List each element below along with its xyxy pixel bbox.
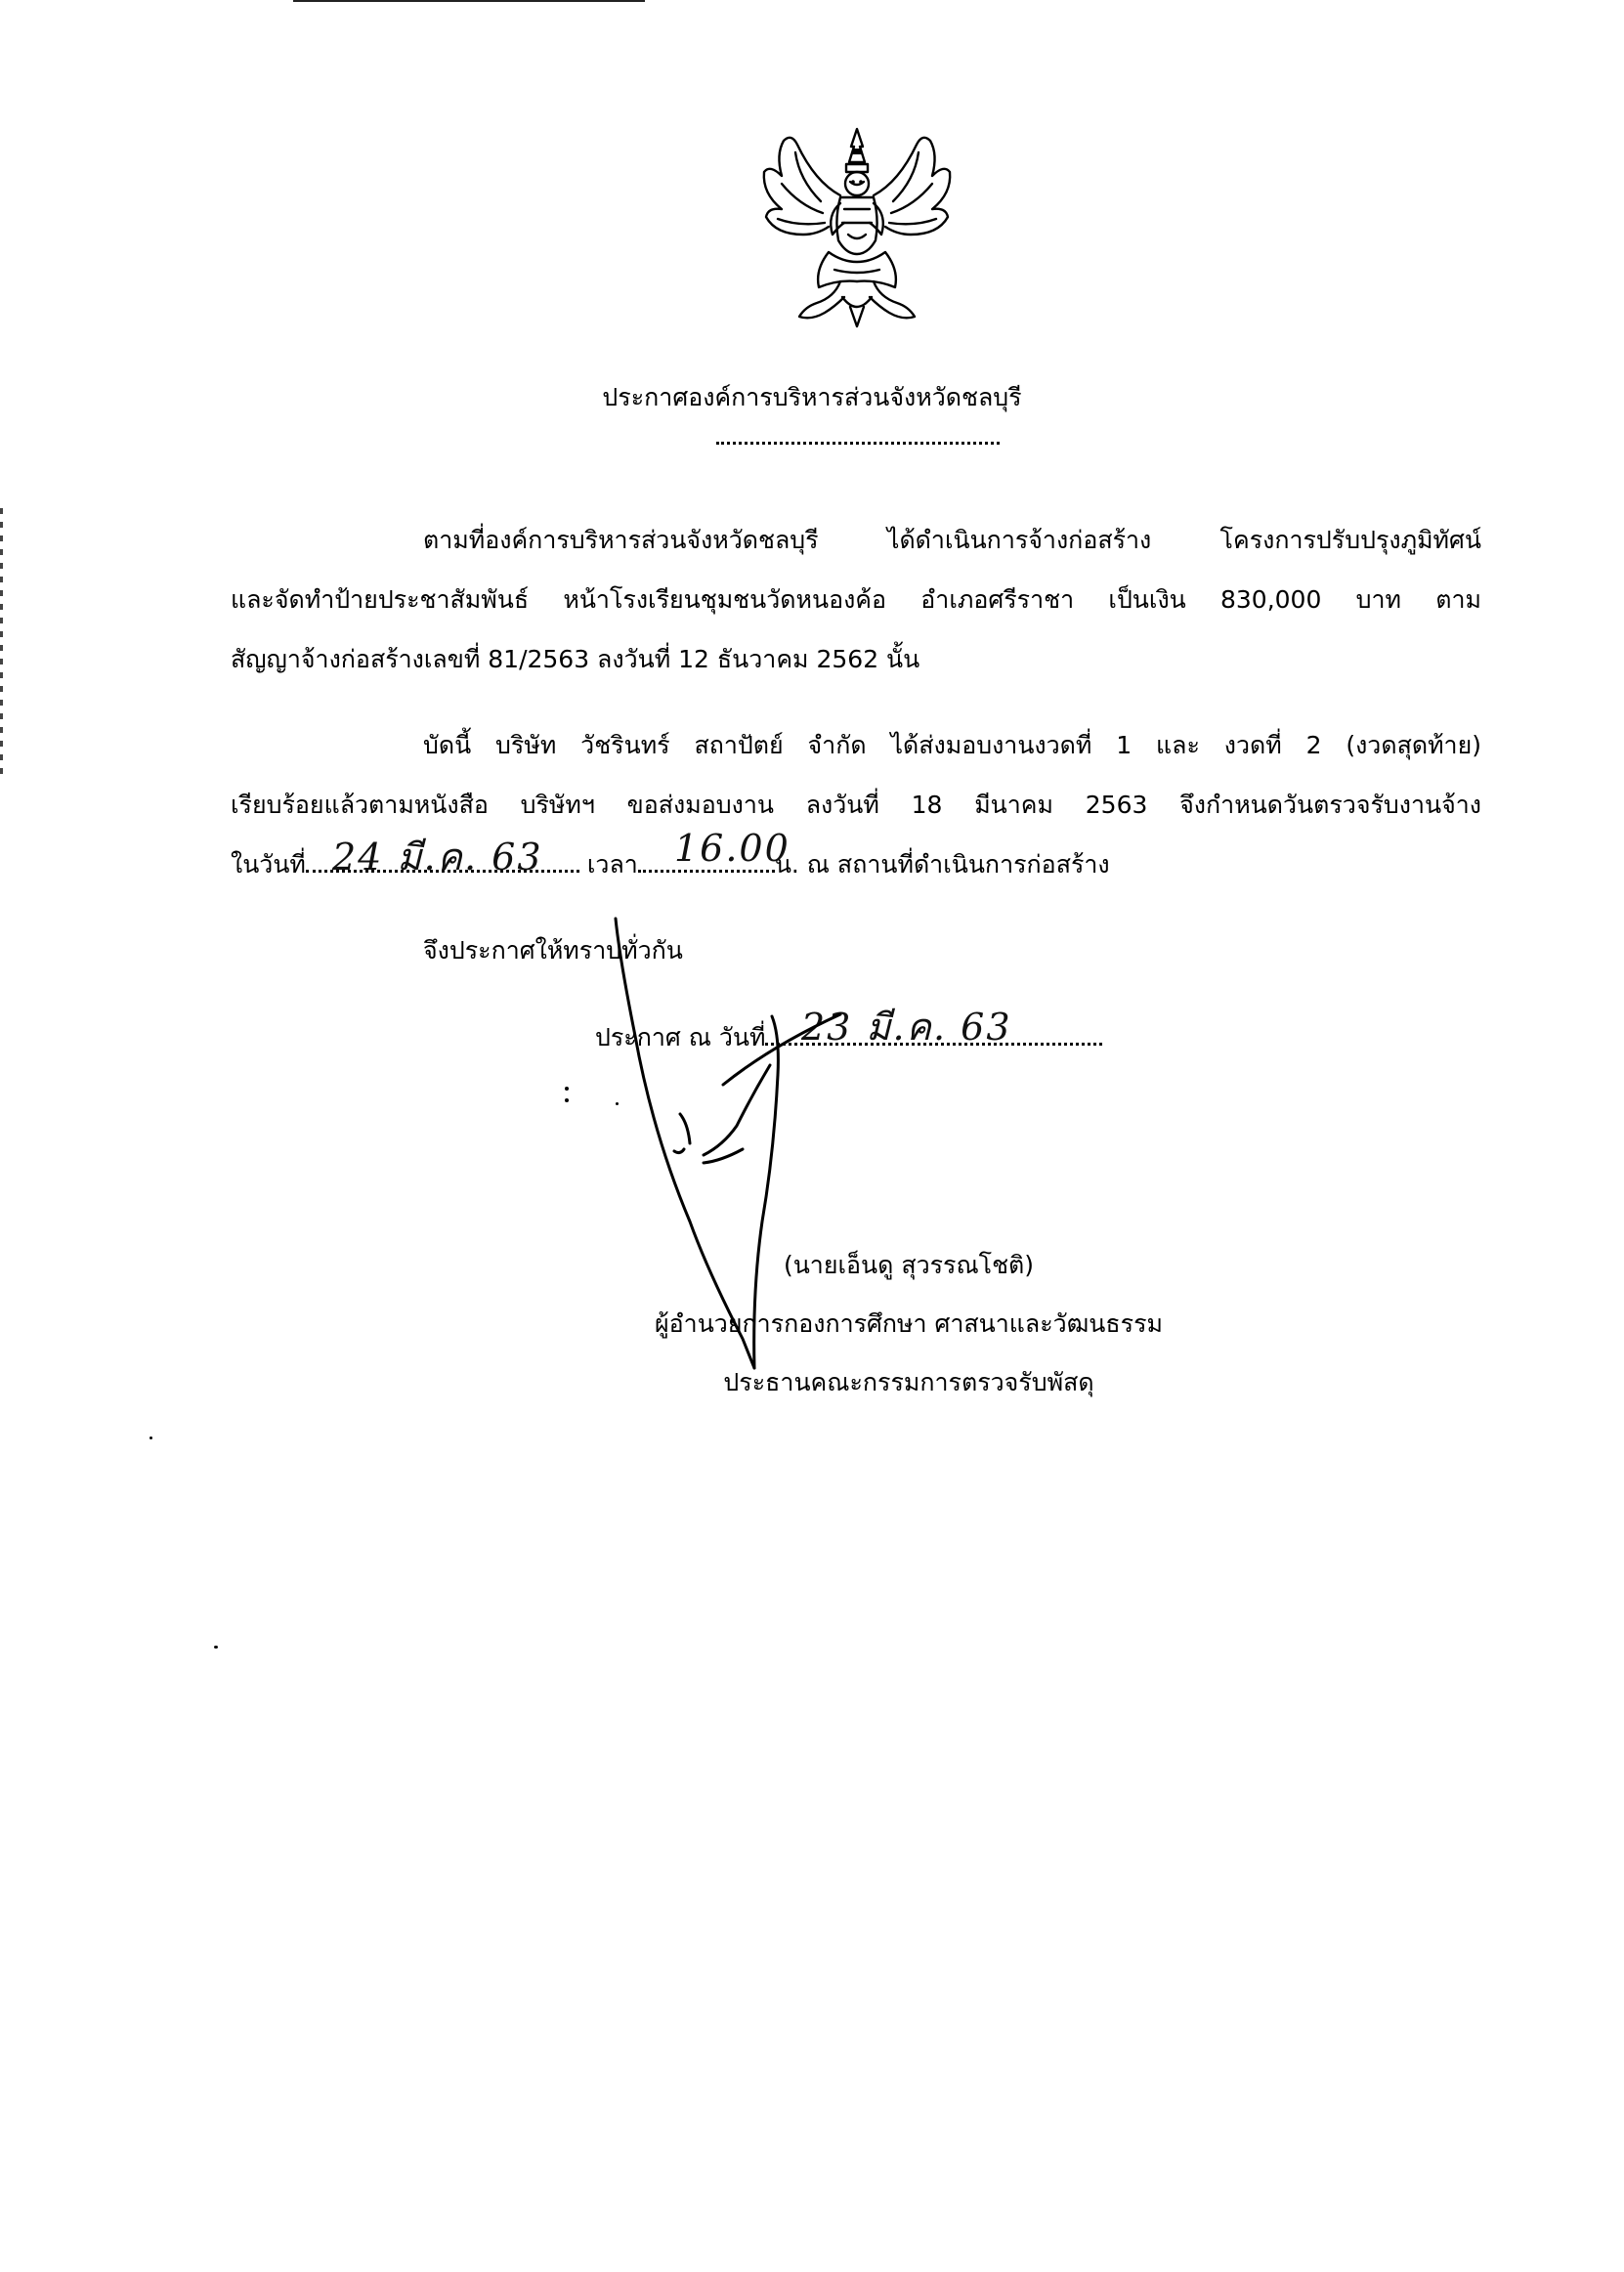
announcement-line: จึงประกาศให้ทราบทั่วกัน <box>423 936 683 965</box>
page-title: ประกาศองค์การบริหารส่วนจังหวัดชลบุรี <box>602 383 1022 411</box>
signatory-name: (นายเอ็นดู สุวรรณโชติ) <box>783 1251 1035 1279</box>
location-text: น. ณ สถานที่ดำเนินการก่อสร้าง <box>774 850 1110 879</box>
handwritten-inspection-date: 24 มี.ค. 63 <box>332 836 543 879</box>
paragraph2-line1: บัดนี้ บริษัท วัชรินทร์ สถาปัตย์ จำกัด ได้ส่งมอบงานงวดที่ 1 และ งวดที่ 2 (งวดสุดท้าย) <box>423 731 1481 759</box>
paragraph1-line3: สัญญาจ้างก่อสร้างเลขที่ 81/2563 ลงวันที่ 12 ธันวาคม 2562 นั้น <box>231 645 920 673</box>
scan-left-edge-mark <box>0 508 3 782</box>
scan-speck <box>150 1436 152 1439</box>
signatory-role: ประธานคณะกรรมการตรวจรับพัสดุ <box>723 1368 1094 1396</box>
title-dotted-underline <box>716 442 1000 445</box>
announced-date-label: ประกาศ ณ วันที่ <box>595 1023 766 1051</box>
scan-speck <box>616 1102 619 1105</box>
handwritten-inspection-time: 16.00 <box>674 827 791 870</box>
handwritten-announced-date: 23 มี.ค. 63 <box>801 1006 1012 1049</box>
paragraph1-line2: และจัดทำป้ายประชาสัมพันธ์ หน้าโรงเรียนชุมชนวัดหนองค้อ อำเภอศรีราชา เป็นเงิน 830,000 บาท ตาม <box>231 585 1481 614</box>
scan-speck <box>565 1087 569 1091</box>
scan-speck <box>214 1646 218 1649</box>
scan-top-edge-mark <box>293 0 645 2</box>
garuda-emblem-icon <box>756 125 958 330</box>
time-label: เวลา <box>586 850 638 879</box>
paragraph2-line2: เรียบร้อยแล้วตามหนังสือ บริษัทฯ ขอส่งมอบงาน ลงวันที่ 18 มีนาคม 2563 จึงกำหนดวันตรวจรับงานจ้าง <box>231 791 1481 819</box>
scan-speck <box>565 1098 569 1102</box>
date-label: ในวันที่ <box>231 850 306 879</box>
signatory-position: ผู้อำนวยการกองการศึกษา ศาสนาและวัฒนธรรม <box>655 1309 1163 1338</box>
paragraph1-line1: ตามที่องค์การบริหารส่วนจังหวัดชลบุรี ได้ดำเนินการจ้างก่อสร้าง โครงการปรับปรุงภูมิทัศน์ <box>423 526 1481 554</box>
